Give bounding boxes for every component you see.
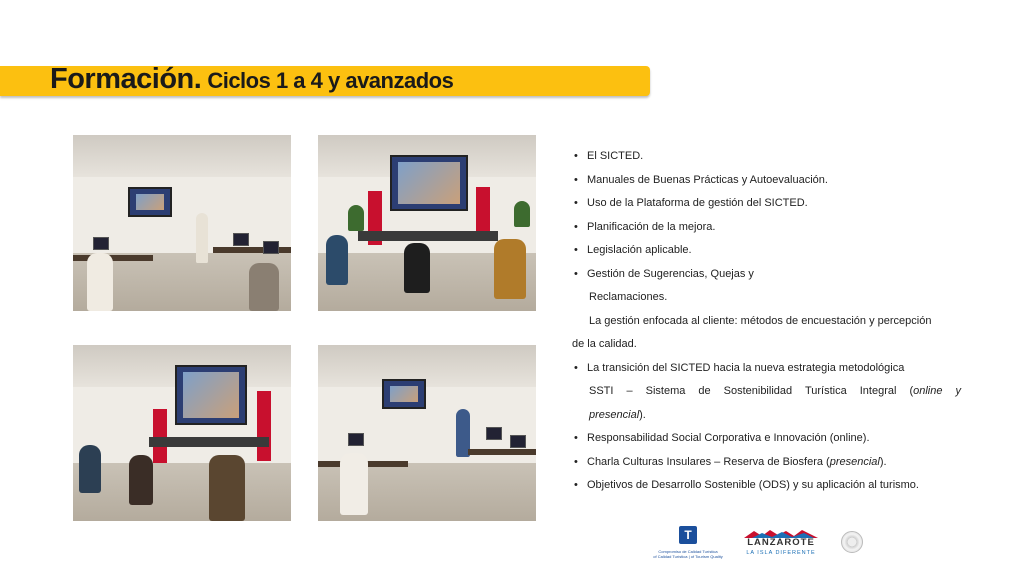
quality-logo: T Compromiso de Calidad Turística of Calidad Turística | of Tourism Quality [653,528,723,559]
list-item: • Manuales de Buenas Prácticas y Autoevaluación. [574,173,828,186]
list-item: • Planificación de la mejora. [574,220,716,233]
title-sub: Ciclos 1 a 4 y avanzados [207,68,454,93]
list-item: • Charla Culturas Insulares – Reserva de Biosfera (presencial). [574,455,887,468]
list-item-continuation: Reclamaciones. [589,291,668,303]
photo-classroom-4 [318,345,536,521]
lanzarote-logo: LANZAROTE LA ISLA DIFERENTE [742,529,820,559]
list-item: • Gestión de Sugerencias, Quejas y [574,267,754,280]
list-item: • Legislación aplicable. [574,244,692,256]
photo-classroom-3 [73,345,291,521]
list-item: • Uso de la Plataforma de gestión del SICTED. [574,197,808,209]
photo-classroom-1 [73,135,291,311]
seal-icon [841,531,863,553]
list-item: • La transición del SICTED hacia la nueva estrategia metodológica [574,361,905,374]
quality-badge-icon: T [679,526,697,544]
list-item-continuation: SSTI – Sistema de Sostenibilidad Turística Integral (online y [589,385,962,397]
photo-classroom-2 [318,135,536,311]
list-item-continuation: La gestión enfocada al cliente: métodos de encuestación y percepción [589,314,932,327]
training-topics-list [572,145,961,498]
list-item-continuation: presencial). [589,408,646,421]
list-item-continuation: de la calidad. [572,338,637,350]
list-item: • Responsabilidad Social Corporativa e Innovación (online). [574,432,870,444]
title-main: Formación. [50,63,202,95]
page-title [50,63,453,96]
list-item: • Objetivos de Desarrollo Sostenible (ODS) y su aplicación al turismo. [574,479,919,491]
list-item: • El SICTED. [574,150,644,162]
